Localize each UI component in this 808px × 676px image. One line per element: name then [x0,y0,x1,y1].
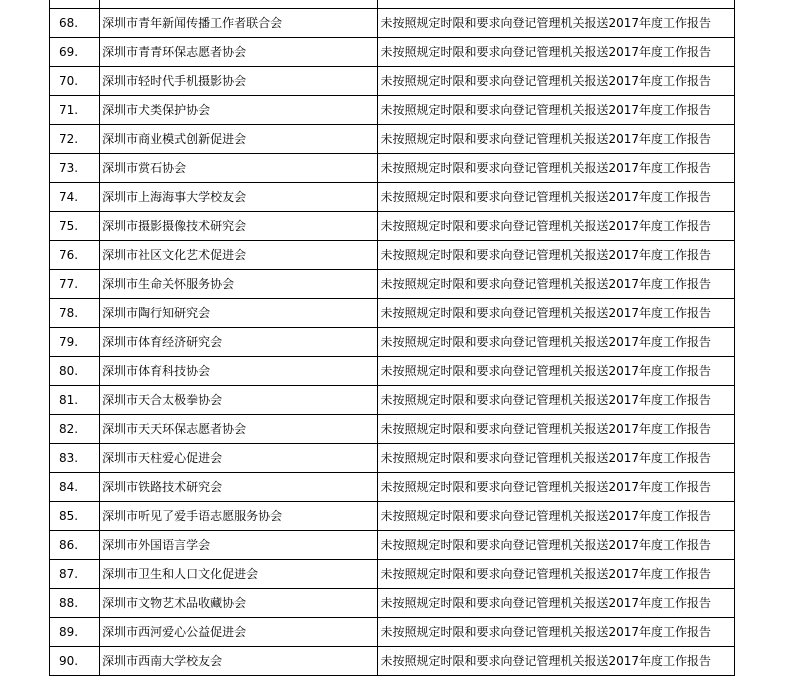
row-number: 68. [50,9,100,38]
penalty-reason: 未按照规定时限和要求向登记管理机关报送2017年度工作报告 [378,212,735,241]
row-number: 86. [50,531,100,560]
org-list-body [50,0,735,676]
row-number: 72. [50,125,100,154]
organization-name: 深圳市铁路技术研究会 [100,473,378,502]
row-number: 90. [50,647,100,676]
table-row [50,444,735,473]
table-row [50,502,735,531]
table-row [50,647,735,676]
penalty-reason: 未按照规定时限和要求向登记管理机关报送2017年度工作报告 [378,183,735,212]
organization-name: 深圳市社区文化艺术促进会 [100,241,378,270]
penalty-reason: 未按照规定时限和要求向登记管理机关报送2017年度工作报告 [378,560,735,589]
penalty-reason: 未按照规定时限和要求向登记管理机关报送2017年度工作报告 [378,241,735,270]
table-row [50,531,735,560]
penalty-reason: 未按照规定时限和要求向登记管理机关报送2017年度工作报告 [378,386,735,415]
table-row [50,183,735,212]
penalty-reason: 未按照规定时限和要求向登记管理机关报送2017年度工作报告 [378,415,735,444]
table-row [50,125,735,154]
row-number: 83. [50,444,100,473]
table-row [50,38,735,67]
organization-name: 深圳市听见了爱手语志愿服务协会 [100,502,378,531]
table-row [50,589,735,618]
table-row [50,357,735,386]
organization-name: 深圳市犬类保护协会 [100,96,378,125]
row-number: 76. [50,241,100,270]
organization-name: 深圳市文物艺术品收藏协会 [100,589,378,618]
row-number: 87. [50,560,100,589]
organization-name: 深圳市外国语言学会 [100,531,378,560]
table-row [50,328,735,357]
table-row [50,560,735,589]
row-number: 88. [50,589,100,618]
penalty-reason: 未按照规定时限和要求向登记管理机关报送2017年度工作报告 [378,647,735,676]
penalty-reason: 未按照规定时限和要求向登记管理机关报送2017年度工作报告 [378,589,735,618]
organization-name: 深圳市卫生和人口文化促进会 [100,560,378,589]
table-row [50,67,735,96]
organization-name [100,0,378,9]
organization-name: 深圳市体育经济研究会 [100,328,378,357]
penalty-reason: 未按照规定时限和要求向登记管理机关报送2017年度工作报告 [378,299,735,328]
penalty-reason: 未按照规定时限和要求向登记管理机关报送2017年度工作报告 [378,270,735,299]
penalty-reason: 未按照规定时限和要求向登记管理机关报送2017年度工作报告 [378,473,735,502]
row-number: 69. [50,38,100,67]
row-number: 75. [50,212,100,241]
table-row [50,299,735,328]
table-row [50,473,735,502]
table-row [50,212,735,241]
organization-name: 深圳市上海海事大学校友会 [100,183,378,212]
penalty-reason: 未按照规定时限和要求向登记管理机关报送2017年度工作报告 [378,154,735,183]
organization-name: 深圳市陶行知研究会 [100,299,378,328]
organization-name: 深圳市青年新闻传播工作者联合会 [100,9,378,38]
penalty-reason: 未按照规定时限和要求向登记管理机关报送2017年度工作报告 [378,618,735,647]
organization-name: 深圳市赏石协会 [100,154,378,183]
penalty-reason: 未按照规定时限和要求向登记管理机关报送2017年度工作报告 [378,502,735,531]
org-list-table-container [49,0,735,676]
row-number: 84. [50,473,100,502]
row-number [50,0,100,9]
organization-name: 深圳市轻时代手机摄影协会 [100,67,378,96]
table-row [50,96,735,125]
organization-name: 深圳市天天环保志愿者协会 [100,415,378,444]
row-number: 70. [50,67,100,96]
organization-name: 深圳市体育科技协会 [100,357,378,386]
row-number: 82. [50,415,100,444]
organization-name: 深圳市天合太极拳协会 [100,386,378,415]
row-number: 80. [50,357,100,386]
organization-name: 深圳市天柱爱心促进会 [100,444,378,473]
row-number: 85. [50,502,100,531]
organization-name: 深圳市青青环保志愿者协会 [100,38,378,67]
organization-name: 深圳市商业模式创新促进会 [100,125,378,154]
table-row [50,0,735,9]
table-row [50,154,735,183]
penalty-reason: 未按照规定时限和要求向登记管理机关报送2017年度工作报告 [378,96,735,125]
penalty-reason [378,0,735,9]
row-number: 81. [50,386,100,415]
organization-name: 深圳市生命关怀服务协会 [100,270,378,299]
penalty-reason: 未按照规定时限和要求向登记管理机关报送2017年度工作报告 [378,444,735,473]
penalty-reason: 未按照规定时限和要求向登记管理机关报送2017年度工作报告 [378,9,735,38]
table-row [50,9,735,38]
penalty-reason: 未按照规定时限和要求向登记管理机关报送2017年度工作报告 [378,67,735,96]
row-number: 71. [50,96,100,125]
organization-name: 深圳市摄影摄像技术研究会 [100,212,378,241]
table-row [50,386,735,415]
row-number: 89. [50,618,100,647]
row-number: 78. [50,299,100,328]
row-number: 74. [50,183,100,212]
penalty-reason: 未按照规定时限和要求向登记管理机关报送2017年度工作报告 [378,328,735,357]
row-number: 77. [50,270,100,299]
table-row [50,618,735,647]
table-row [50,415,735,444]
organization-name: 深圳市西河爱心公益促进会 [100,618,378,647]
penalty-reason: 未按照规定时限和要求向登记管理机关报送2017年度工作报告 [378,531,735,560]
org-list-table [49,0,735,676]
table-row [50,241,735,270]
penalty-reason: 未按照规定时限和要求向登记管理机关报送2017年度工作报告 [378,357,735,386]
row-number: 73. [50,154,100,183]
row-number: 79. [50,328,100,357]
penalty-reason: 未按照规定时限和要求向登记管理机关报送2017年度工作报告 [378,125,735,154]
table-row [50,270,735,299]
organization-name: 深圳市西南大学校友会 [100,647,378,676]
penalty-reason: 未按照规定时限和要求向登记管理机关报送2017年度工作报告 [378,38,735,67]
